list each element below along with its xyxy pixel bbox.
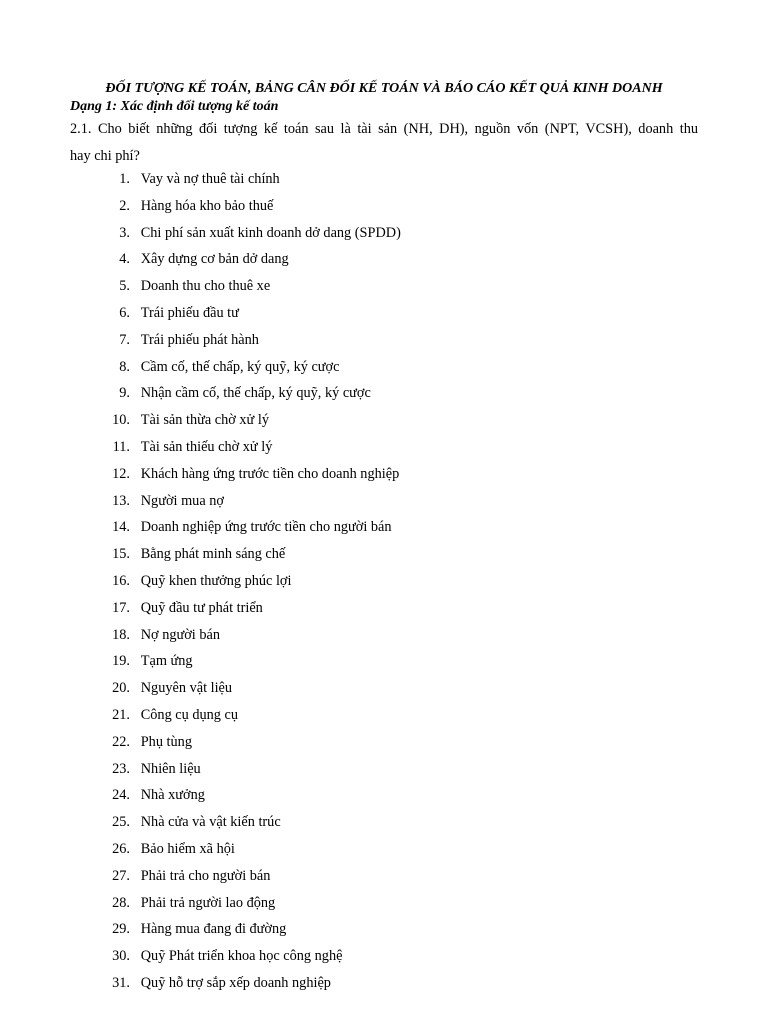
list-item-number: 15. xyxy=(112,546,130,563)
list-item xyxy=(70,702,401,729)
list-item-number: 29. xyxy=(112,921,130,938)
list-item xyxy=(70,407,401,434)
list-item-text: Tài sản thừa chờ xử lý xyxy=(140,412,270,429)
list-item-text: Quỹ khen thưởng phúc lợi xyxy=(140,572,292,589)
list-item xyxy=(70,380,401,407)
list-item xyxy=(70,434,401,461)
list-item-text: Công cụ dụng cụ xyxy=(140,706,239,723)
list-item-number: 12. xyxy=(112,465,130,482)
list-item-number: 21. xyxy=(112,706,130,723)
list-item-text: Bảo hiểm xã hội xyxy=(140,840,235,857)
list-item-text: Xây dựng cơ bản dở dang xyxy=(140,251,289,268)
list-item-number: 31. xyxy=(112,974,130,991)
list-item-text: Doanh thu cho thuê xe xyxy=(140,278,271,295)
list-item xyxy=(70,729,401,756)
list-item-text: Phải trả người lao động xyxy=(140,894,276,911)
list-item xyxy=(70,890,401,917)
list-item-text: Nhà xưởng xyxy=(140,787,205,804)
list-item-text: Nhận cầm cố, thế chấp, ký quỹ, ký cược xyxy=(140,385,371,402)
list-item xyxy=(70,220,401,247)
list-item-text: Bằng phát minh sáng chế xyxy=(140,546,286,563)
list-item-text: Khách hàng ứng trước tiền cho doanh nghiệp xyxy=(140,465,400,482)
list-item xyxy=(70,354,401,381)
list-item xyxy=(70,622,401,649)
accounting-items-list xyxy=(70,166,401,997)
list-item-text: Phải trả cho người bán xyxy=(140,867,271,884)
document-title: ĐỐI TƯỢNG KẾ TOÁN, BẢNG CÂN ĐỐI KẾ TOÁN VÀ BÁO CÁO KẾT QUẢ KINH DOANH xyxy=(105,81,663,96)
list-item-number: 30. xyxy=(112,948,130,965)
list-item-number: 1. xyxy=(119,171,130,187)
list-item-text: Nợ người bán xyxy=(140,626,220,643)
list-item xyxy=(70,863,401,890)
list-item-number: 20. xyxy=(112,680,130,697)
list-item-number: 9. xyxy=(119,385,130,402)
list-item-number: 13. xyxy=(112,492,130,509)
list-item-number: 26. xyxy=(112,840,130,857)
list-item xyxy=(70,568,401,595)
list-item-text: Hàng hóa kho bảo thuế xyxy=(140,197,274,214)
list-item xyxy=(70,970,401,997)
list-item-number: 16. xyxy=(112,572,130,589)
question-prompt xyxy=(70,116,698,170)
list-item xyxy=(70,809,401,836)
list-item-number: 3. xyxy=(119,224,130,241)
list-item xyxy=(70,300,401,327)
list-item-text: Phụ tùng xyxy=(140,733,192,750)
list-item xyxy=(70,541,401,568)
list-item xyxy=(70,782,401,809)
list-item-number: 4. xyxy=(119,251,130,268)
list-item-number: 27. xyxy=(112,867,130,884)
list-item-number: 14. xyxy=(112,519,130,536)
list-item-text: Quỹ Phát triển khoa học công nghệ xyxy=(140,948,343,965)
list-item xyxy=(70,756,401,783)
list-item xyxy=(70,943,401,970)
section-heading: Dạng 1: Xác định đối tượng kế toán xyxy=(70,99,279,114)
list-item-text: Tạm ứng xyxy=(140,653,193,670)
list-item-number: 5. xyxy=(119,278,130,295)
list-item-number: 18. xyxy=(112,626,130,643)
list-item-text: Doanh nghiệp ứng trước tiền cho người bán xyxy=(140,519,392,536)
list-item-text: Quỹ hỗ trợ sắp xếp doanh nghiệp xyxy=(140,974,331,991)
list-item-text: Tài sản thiếu chờ xử lý xyxy=(140,438,273,455)
list-item xyxy=(70,461,401,488)
list-item-number: 24. xyxy=(112,787,130,804)
list-item xyxy=(70,273,401,300)
list-item-number: 10. xyxy=(112,412,130,429)
list-item-text: Trái phiếu đầu tư xyxy=(140,304,239,321)
list-item xyxy=(70,836,401,863)
question-text-line-2: hay chi phí? xyxy=(70,148,140,164)
list-item-text: Quỹ đầu tư phát triển xyxy=(140,599,263,616)
list-item xyxy=(70,675,401,702)
list-item-text: Chi phí sản xuất kinh doanh dở dang (SPDD) xyxy=(140,224,401,241)
list-item xyxy=(70,595,401,622)
list-item xyxy=(70,648,401,675)
list-item xyxy=(70,193,401,220)
list-item-text: Hàng mua đang đi đường xyxy=(140,921,287,938)
list-item-text: Nguyên vật liệu xyxy=(140,680,233,697)
list-item-number: 22. xyxy=(112,733,130,750)
list-item-text: Nhà cửa và vật kiến trúc xyxy=(140,814,281,831)
list-item-number: 11. xyxy=(112,438,130,455)
list-item-number: 23. xyxy=(112,760,130,777)
list-item-text: Cầm cố, thế chấp, ký quỹ, ký cược xyxy=(140,358,340,375)
list-item-text: Nhiên liệu xyxy=(140,760,201,777)
list-item xyxy=(70,514,401,541)
list-item-number: 8. xyxy=(119,358,130,375)
list-item xyxy=(70,327,401,354)
question-text-line-1: 2.1. Cho biết những đối tượng kế toán sau là tài sản (NH, DH), nguồn vốn (NPT, VCSH), doanh thu xyxy=(70,121,698,137)
list-item xyxy=(70,246,401,273)
list-item xyxy=(70,916,401,943)
list-item-text: Vay và nợ thuê tài chính xyxy=(140,171,280,187)
list-item-number: 19. xyxy=(112,653,130,670)
list-item-number: 28. xyxy=(112,894,130,911)
list-item xyxy=(70,488,401,515)
list-item-text: Trái phiếu phát hành xyxy=(140,331,259,348)
list-item-number: 17. xyxy=(112,599,130,616)
list-item-text: Người mua nợ xyxy=(140,492,224,509)
list-item-number: 2. xyxy=(119,197,130,214)
list-item xyxy=(70,166,401,193)
list-item-number: 25. xyxy=(112,814,130,831)
list-item-number: 6. xyxy=(119,304,130,321)
list-item-number: 7. xyxy=(119,331,130,348)
